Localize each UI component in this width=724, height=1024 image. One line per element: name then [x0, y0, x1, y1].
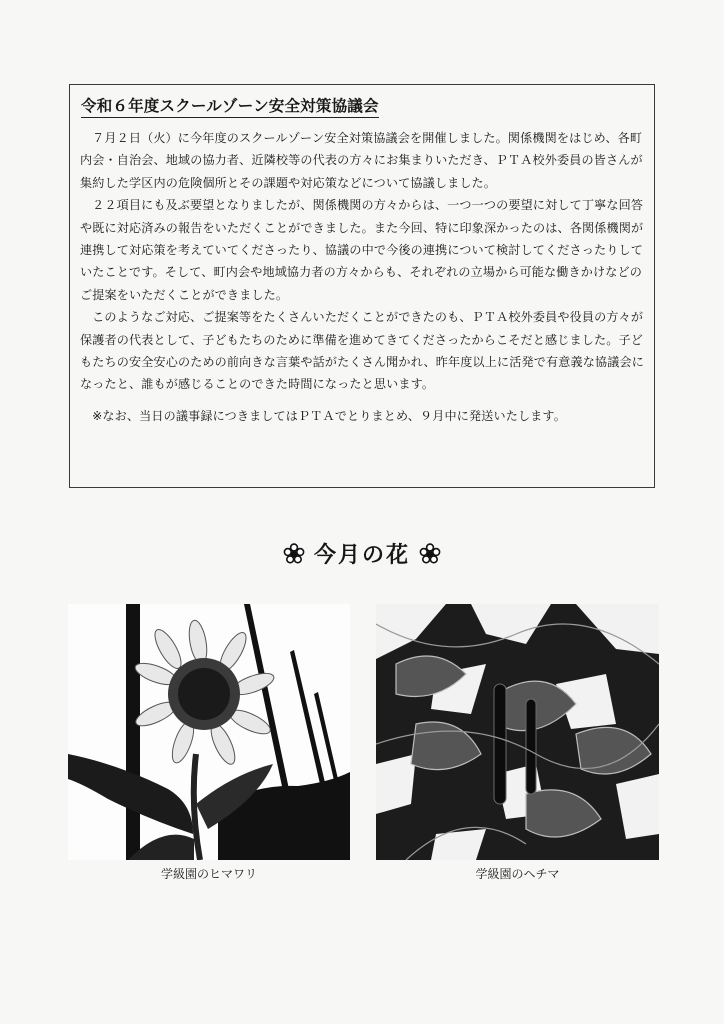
- notice-title: 令和６年度スクールゾーン安全対策協議会: [81, 94, 379, 118]
- sunflower-caption: 学級園のヒマワリ: [160, 867, 257, 881]
- notice-paragraph: このようなご対応、ご提案等をたくさんいただくことができたのも、ＰＴＡ校外委員や役員の方々が保護者の代表として、子どもたちのために準備を進めてきてくださったからこそだと感じました。子どもたちの安全安心のための前向きな言葉や話がたくさん聞かれ、昨年度以上に活発で有意義な協議会になったと、誰もが感じることのできた時間になったと思います。: [80, 310, 644, 392]
- flower-section-heading: [0, 538, 724, 569]
- notice-paragraph: ７月２日（火）に今年度のスクールゾーン安全対策協議会を開催しました。関係機関をはじめ、各町内会・自治会、地域の協力者、近隣校等の代表の方々にお集まりいただき、ＰＴＡ校外委員の皆さんが集約した学区内の危険個所とその課題や対応策などについて協議しました。: [80, 131, 643, 190]
- loofah-photo: [376, 604, 659, 860]
- sunflower-photo: [68, 604, 350, 860]
- loofah-caption: 学級園のヘチマ: [475, 867, 560, 881]
- flower-heading-text: 今月の花: [313, 543, 410, 568]
- flower-icon: [419, 543, 441, 565]
- notice-box: [69, 84, 655, 488]
- notice-body: [80, 127, 646, 427]
- flower-icon: [283, 543, 305, 565]
- notice-paragraph: ２２項目にも及ぶ要望となりましたが、関係機関の方々からは、一つ一つの要望に対して丁寧な回答や既に対応済みの報告をいただくことができました。また今回、特に印象深かったのは、各関係機関が連携して対応策を考えていてくださったり、協議の中で今後の連携について検討してくださったりしていたことです。そして、町内会や地域協力者の方々からも、それぞれの立場から可能な働きかけなどのご提案をいただくことができました。: [80, 198, 644, 302]
- notice-note: ※なお、当日の議事録につきましてはＰＴＡでとりまとめ、９月中に発送いたします。: [92, 408, 566, 423]
